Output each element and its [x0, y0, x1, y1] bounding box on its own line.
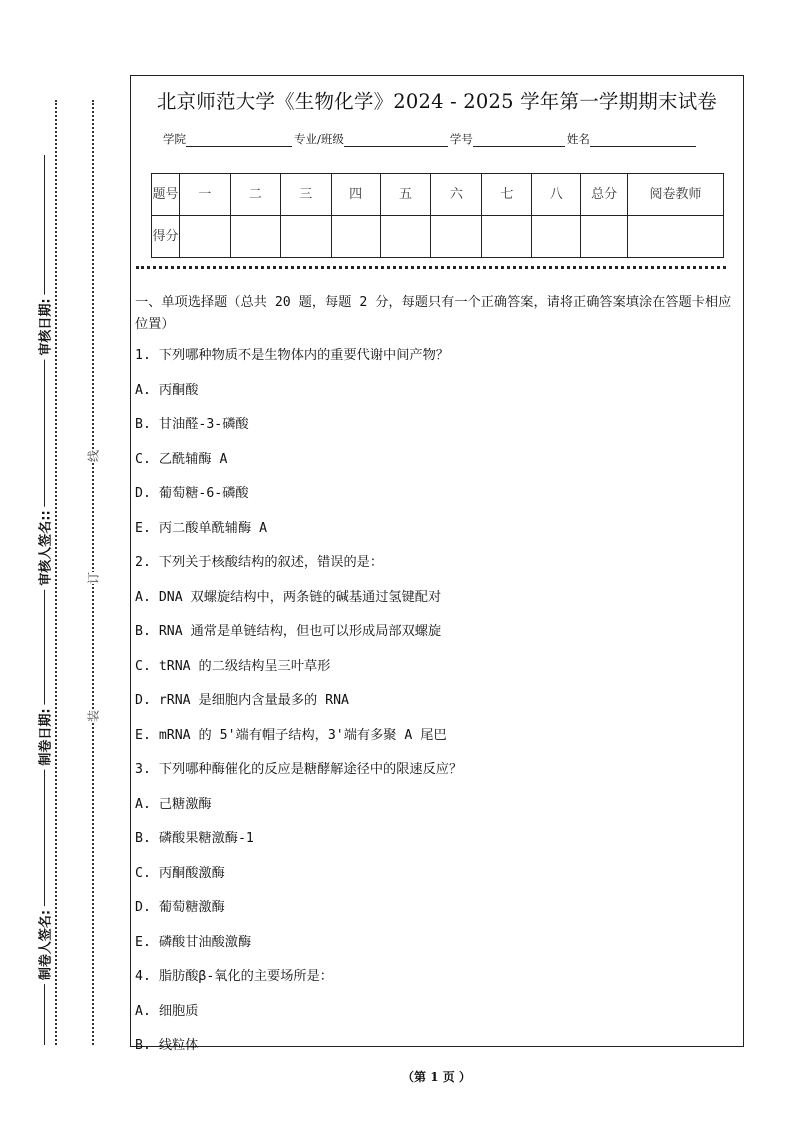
answer-option: A. 丙酮酸: [135, 382, 199, 398]
section-heading: 一、单项选择题（总共 20 题，每题 2 分，每题只有一个正确答案，请将正确答案填涂在答题卡相应位置）: [135, 295, 732, 332]
score-table-header-cell: 八: [532, 174, 581, 216]
score-table-header-cell: 四: [331, 174, 380, 216]
maker-signature-label: 制卷人签名:: [35, 906, 54, 984]
score-table-row-label: 题号: [152, 174, 180, 216]
answer-option: B. 磷酸果糖激酶-1: [135, 831, 254, 846]
question-stem: 1. 下列哪种物质不是生物体内的重要代谢中间产物？: [135, 348, 449, 363]
score-table: [151, 173, 724, 258]
answer-option: C. tRNA 的二级结构呈三叶草形: [135, 658, 331, 674]
score-table-row-label: 得分: [152, 216, 180, 258]
score-cell[interactable]: [179, 216, 230, 258]
score-table-header-cell: 五: [380, 174, 431, 216]
score-table-header-cell: 六: [431, 174, 482, 216]
college-field[interactable]: [186, 134, 292, 147]
score-cell[interactable]: [280, 216, 331, 258]
name-label: 姓名: [566, 132, 590, 146]
question-stem: 2. 下列关于核酸结构的叙述，错误的是：: [135, 555, 384, 570]
binding-mark-xian: 线: [83, 450, 104, 462]
score-cell[interactable]: [431, 216, 482, 258]
score-cell[interactable]: [230, 216, 280, 258]
answer-option: E. 磷酸甘油酸激酶: [135, 934, 252, 950]
major-field[interactable]: [344, 134, 448, 147]
score-cell[interactable]: [331, 216, 380, 258]
score-cell[interactable]: [581, 216, 628, 258]
answer-option: C. 乙酰辅酶 A: [135, 451, 228, 467]
section-divider: [136, 266, 726, 269]
binding-mark-zhuang: 装: [83, 710, 104, 722]
college-label: 学院: [163, 132, 186, 146]
answer-option: B. 甘油醛-3-磷酸: [135, 417, 249, 432]
binding-dotted-line-outer: [55, 100, 57, 1045]
student-id-label: 学号: [449, 132, 473, 146]
major-label: 专业/班级: [294, 132, 344, 146]
questions: [135, 292, 740, 1070]
student-info-row: [163, 131, 698, 147]
exam-title: 北京师范大学《生物化学》2024 - 2025 学年第一学期期末试卷: [156, 90, 718, 113]
score-table-header-cell: 一: [179, 174, 230, 216]
name-field[interactable]: [590, 134, 696, 147]
score-cell[interactable]: [380, 216, 431, 258]
make-date-label: 制卷日期:: [35, 704, 54, 769]
answer-option: B. 线粒体: [135, 1038, 199, 1053]
answer-option: D. 葡萄糖激酶: [135, 900, 225, 915]
score-table-header-cell: 总分: [581, 174, 628, 216]
reviewer-signature-label: 审核人签名::: [35, 506, 54, 589]
score-cell[interactable]: [532, 216, 581, 258]
answer-option: A. 细胞质: [135, 1003, 199, 1019]
answer-option: B. RNA 通常是单链结构，但也可以形成局部双螺旋: [135, 624, 442, 639]
question-stem: 3. 下列哪种酶催化的反应是糖酵解途径中的限速反应？: [135, 762, 463, 777]
answer-option: C. 丙酮酸激酶: [135, 865, 225, 881]
answer-option: E. mRNA 的 5'端有帽子结构，3'端有多聚 A 尾巴: [135, 727, 447, 743]
answer-option: D. rRNA 是细胞内含量最多的 RNA: [135, 693, 349, 708]
answer-option: D. 葡萄糖-6-磷酸: [135, 486, 249, 501]
score-cell[interactable]: [628, 216, 724, 258]
score-table-header-row: [152, 174, 724, 216]
answer-option: E. 丙二酸单酰辅酶 A: [135, 520, 268, 536]
page-number: （第 1 页 ）: [402, 1070, 471, 1084]
score-cell[interactable]: [482, 216, 532, 258]
score-table-header-cell: 阅卷教师: [628, 174, 724, 216]
score-table-header-cell: 七: [482, 174, 532, 216]
score-table-header-cell: 三: [280, 174, 331, 216]
question-stem: 4. 脂肪酸β-氧化的主要场所是：: [135, 969, 333, 984]
score-table-header-cell: 二: [230, 174, 280, 216]
student-id-field[interactable]: [473, 134, 565, 147]
score-table-score-row: [152, 216, 724, 258]
binding-mark-ding: 订: [83, 572, 104, 584]
review-date-label: 审核日期:: [35, 294, 54, 359]
answer-option: A. DNA 双螺旋结构中，两条链的碱基通过氢键配对: [135, 589, 442, 605]
answer-option: A. 己糖激酶: [135, 796, 212, 812]
